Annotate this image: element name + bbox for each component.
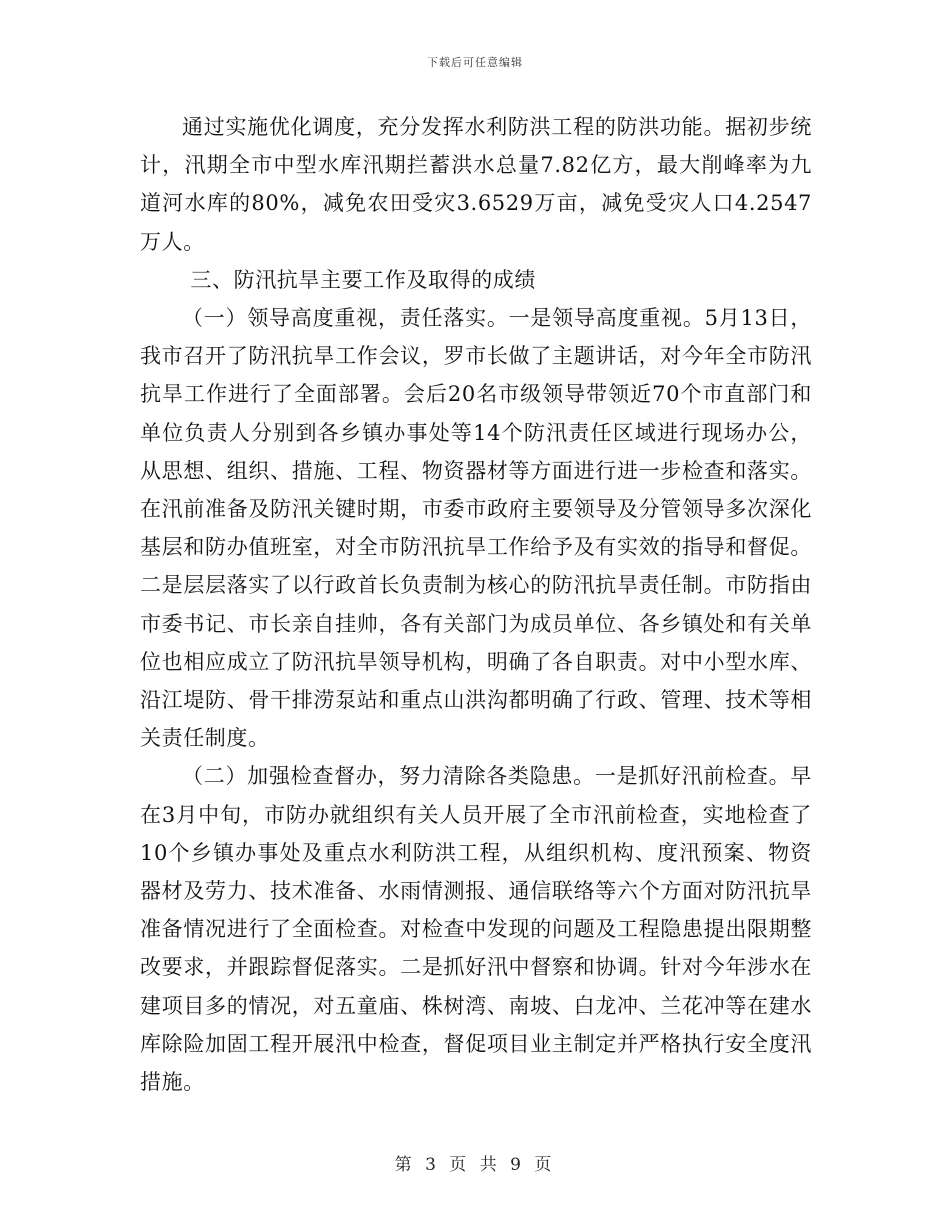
page-number: 第 3 页 共 9 页 [394,1155,556,1175]
section-heading-main-work: 三、防汛抗旱主要工作及取得的成绩 [190,267,536,292]
paragraph-inspection-supervision: （二）加强检查督办，努力清除各类隐患。一是抓好汛前检查。早在3月中旬，市防办就组织有关人员开展了全市汛前检查，实地检查了10个乡镇办事处及重点水利防洪工程，从组织机构、度汛预案、物资器材及劳力、技术准备、水雨情测报、通信联络等六个方面对防汛抗旱准备情况进行了全面检查。对检查中发现的问题及工程隐患提出限期整改要求，并跟踪督促落实。二是抓好汛中督察和协调。针对今年涉水在建项目多的情况，对五童庙、株树湾、南坡、白龙冲、兰花冲等在建水库除险加固工程开展汛中检查，督促项目业主制定并严格执行安全度汛措施。 [140,764,812,1095]
paragraph-flood-control-results: 通过实施优化调度，充分发挥水利防洪工程的防洪功能。据初步统计，汛期全市中型水库汛期拦蓄洪水总量7.82亿方，最大削峰率为九道河水库的80%，减免农田受灾3.6529万亩，减免受灾人口4.2547万人。 [140,115,812,254]
paragraph-leadership-responsibility: （一）领导高度重视，责任落实。一是领导高度重视。5月13日，我市召开了防汛抗旱工作会议，罗市长做了主题讲话，对今年全市防汛抗旱工作进行了全面部署。会后20名市级领导带领近70个市直部门和单位负责人分别到各乡镇办事处等14个防汛责任区域进行现场办公，从思想、组织、措施、工程、物资器材等方面进行进一步检查和落实。在汛前准备及防汛关键时期，市委市政府主要领导及分管领导多次深化基层和防办值班室，对全市防汛抗旱工作给予及有实效的指导和督促。二是层层落实了以行政首长负责制为核心的防汛抗旱责任制。市防指由市委书记、市长亲自挂帅，各有关部门为成员单位、各乡镇处和有关单位也相应成立了防汛抗旱领导机构，明确了各自职责。对中小型水库、沿江堤防、骨干排涝泵站和重点山洪沟都明确了行政、管理、技术等相关责任制度。 [140,306,812,751]
document-body [140,108,812,1101]
page-header: 下载后可任意编辑 [427,56,523,69]
